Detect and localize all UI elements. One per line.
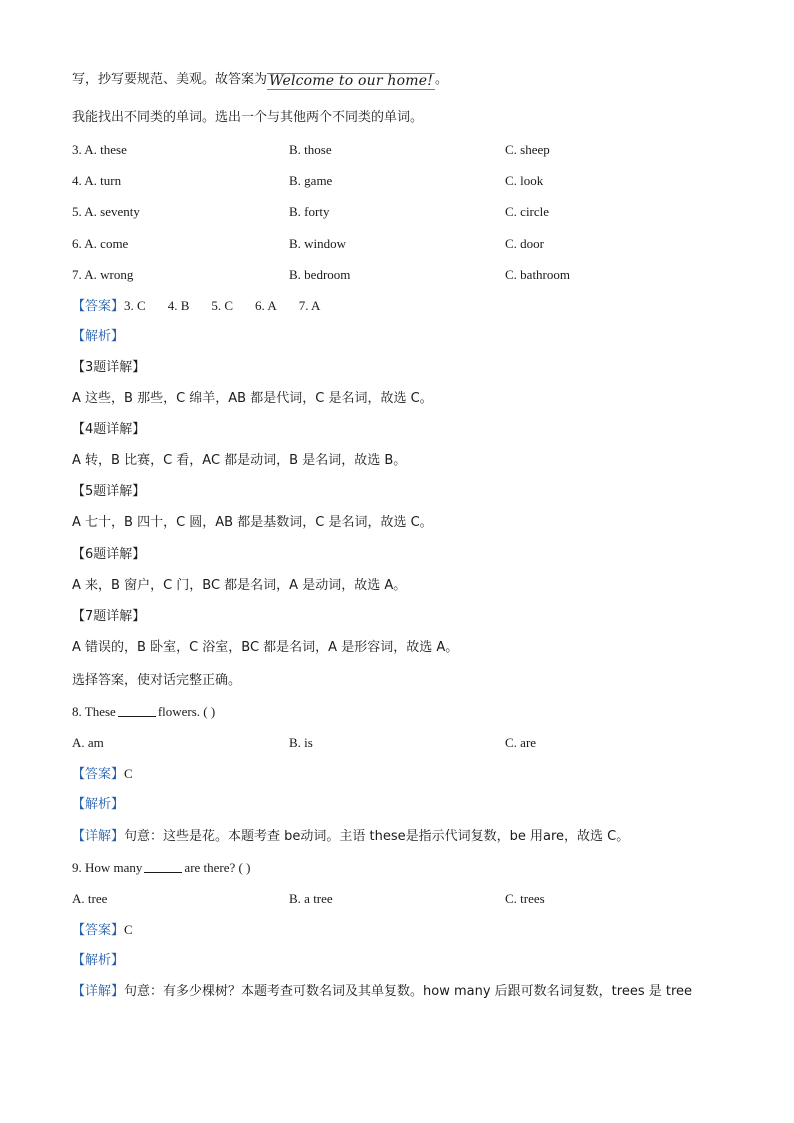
detail-6-text: A 来，B 窗户，C 门，BC 都是名词，A 是动词，故选 A。: [72, 578, 407, 593]
detail-4-text: A 转，B 比赛，C 看，AC 都是动词，B 是名词，故选 B。: [72, 453, 407, 468]
q8-answer-label: 【答案】: [72, 767, 125, 782]
intro-suffix: 。: [435, 72, 449, 87]
q6-option-c: C. door: [505, 236, 544, 251]
q4-option-b: B. game: [289, 173, 333, 188]
q8-answer-line: [72, 765, 133, 784]
answer-3: 3. C: [124, 298, 146, 313]
section1-title: 我能找出不同类的单词。选出一个与其他两个不同类的单词。: [72, 110, 424, 125]
q5-option-b: B. forty: [289, 204, 330, 219]
detail-5-text: A 七十，B 四十，C 圆，AB 都是基数词，C 是名词，故选 C。: [72, 515, 433, 530]
q9-option-c: C. trees: [505, 891, 545, 906]
q8-option-b: B. is: [289, 735, 313, 750]
q9-answer-line: [72, 921, 133, 940]
q7-option-a: 7. A. wrong: [72, 267, 134, 282]
q5-option-c: C. circle: [505, 204, 550, 219]
q9-stem-post: are there? ( ): [184, 860, 251, 875]
answer-4: 4. B: [167, 298, 190, 313]
detail-3-text: A 这些，B 那些，C 绵羊，AB 都是代词，C 是名词，故选 C。: [72, 391, 433, 406]
q9-stem-pre: 9. How many: [72, 860, 143, 875]
q8-blank: [118, 704, 156, 717]
answer-line-1: [72, 297, 342, 316]
answer-6: 6. A: [255, 298, 277, 313]
q9-detail-line: [72, 983, 692, 1001]
q9-stem: [72, 859, 250, 877]
q8-detail: 句意：这些是花。本题考查 be动词。主语 these是指示代词复数，be 用are，故选 C。: [124, 829, 630, 844]
analysis-label-2: 【解析】: [72, 797, 125, 812]
analysis-label-3: 【解析】: [72, 953, 125, 968]
q9-blank: [144, 860, 182, 873]
q7-option-c: C. bathroom: [505, 267, 570, 282]
q9-option-b: B. a tree: [289, 891, 333, 906]
detail-5-head: 【5题详解】: [72, 484, 146, 499]
q8-stem-post: flowers. ( ): [157, 704, 216, 719]
q8-answer: C: [124, 766, 133, 781]
q9-answer-label: 【答案】: [72, 923, 125, 938]
section2-title: 选择答案，使对话完整正确。: [72, 673, 242, 688]
handwritten-answer: Welcome to our home!: [269, 73, 434, 89]
q9-detail: 句意：有多少棵树？本题考查可数名词及其单复数。how many 后跟可数名词复数，trees 是 tree: [124, 984, 693, 999]
detail-6-head: 【6题详解】: [72, 547, 146, 562]
answer-7: 7. A: [298, 298, 321, 313]
q3-option-c: C. sheep: [505, 142, 550, 157]
intro-line: [72, 71, 448, 90]
q9-answer: C: [124, 922, 133, 937]
q3-option-a: 3. A. these: [72, 142, 127, 157]
answer-label: 【答案】: [72, 299, 125, 314]
detail-4-head: 【4题详解】: [72, 422, 146, 437]
q8-stem: [72, 703, 215, 721]
detail-7-text: A 错误的，B 卧室，C 浴室，BC 都是名词，A 是形容词，故选 A。: [72, 640, 459, 655]
q8-stem-pre: 8. These: [72, 704, 116, 719]
q5-option-a: 5. A. seventy: [72, 204, 140, 219]
q4-option-a: 4. A. turn: [72, 173, 122, 188]
q6-option-b: B. window: [289, 236, 347, 251]
q8-option-c: C. are: [505, 735, 537, 750]
q9-detail-label: 【详解】: [72, 984, 125, 999]
q7-option-b: B. bedroom: [289, 267, 351, 282]
q8-detail-line: [72, 828, 629, 846]
q9-option-a: A. tree: [72, 891, 108, 906]
q6-option-a: 6. A. come: [72, 236, 129, 251]
intro-prefix: 写，抄写要规范、美观。故答案为: [72, 72, 268, 87]
q4-option-c: C. look: [505, 173, 544, 188]
answer-5: 5. C: [211, 298, 234, 313]
q8-option-a: A. am: [72, 735, 104, 750]
detail-7-head: 【7题详解】: [72, 609, 146, 624]
detail-3-head: 【3题详解】: [72, 360, 146, 375]
q8-detail-label: 【详解】: [72, 829, 125, 844]
q3-option-b: B. those: [289, 142, 332, 157]
analysis-label-1: 【解析】: [72, 329, 125, 344]
